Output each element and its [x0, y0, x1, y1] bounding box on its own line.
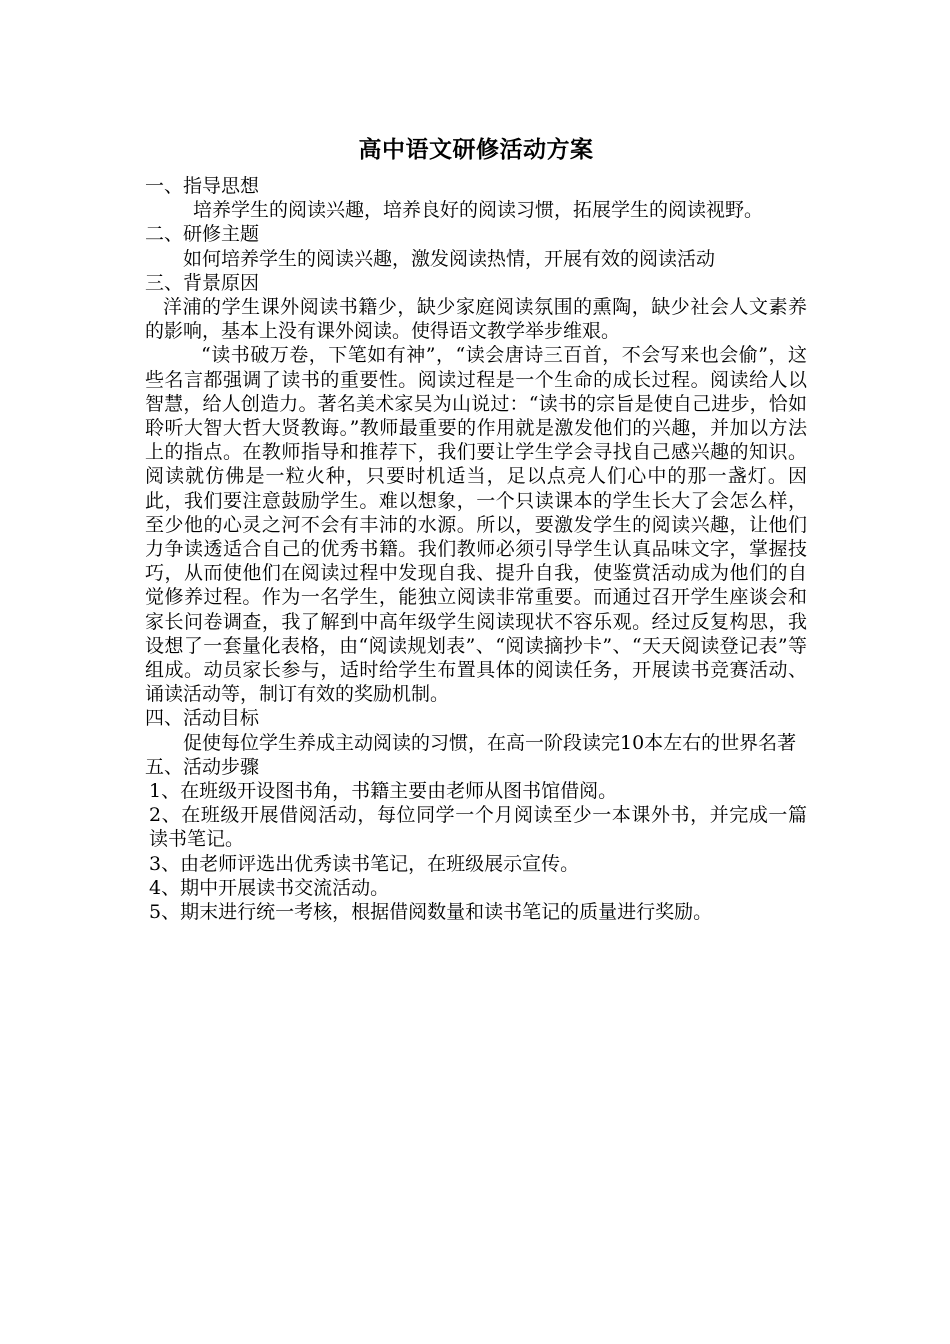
section-body-activity-goal: 促使每位学生养成主动阅读的习惯，在高一阶段读完10本左右的世界名著 — [183, 731, 797, 754]
section-heading-background: 三、背景原因 — [145, 271, 260, 294]
section-heading-guiding-idea: 一、指导思想 — [145, 175, 260, 197]
activity-step-1: 1、在班级开设图书角，书籍主要由老师从图书馆借阅。 — [149, 780, 618, 803]
document-title: 高中语文研修活动方案 — [358, 136, 594, 163]
document-page — [145, 132, 807, 924]
section-body-background-p1: 洋浦的学生课外阅读书籍少，缺少家庭阅读氛围的熏陶，缺少社会人文素养的影响，基本上没有课外阅读。使得语文教学举步维艰。 — [145, 296, 807, 343]
activity-step-5: 5、期末进行统一考核，根据借阅数量和读书笔记的质量进行奖励。 — [149, 901, 713, 924]
activity-step-3: 3、由老师评选出优秀读书笔记，在班级展示宣传。 — [149, 852, 580, 875]
activity-step-4: 4、期中开展读书交流活动。 — [149, 876, 390, 899]
section-heading-activity-goal: 四、活动目标 — [145, 707, 260, 730]
activity-step-2: 2、在班级开展借阅活动，每位同学一个月阅读至少一本课外书，并完成一篇读书笔记。 — [149, 804, 807, 851]
section-heading-activity-steps: 五、活动步骤 — [145, 755, 260, 778]
section-heading-research-theme: 二、研修主题 — [145, 223, 260, 246]
section-body-research-theme: 如何培养学生的阅读兴趣，激发阅读热情，开展有效的阅读活动 — [183, 247, 716, 270]
section-body-guiding-idea: 培养学生的阅读兴趣，培养良好的阅读习惯，拓展学生的阅读视野。 — [193, 199, 764, 222]
section-body-background-p2: “读书破万卷，下笔如有神”，“读会唐诗三百首，不会写来也会偷”，这些名言都强调了读书的重要性。阅读过程是一个生命的成长过程。阅读给人以智慧，给人创造力。著名美术家吴为山说过：“读书的宗旨是使自己进步，恰如聆听大智大哲大贤教诲。”教师最重要的作用就是激发他们的兴趣，并加以方法上的指点。在教师指导和推荐下，我们要让学生学会寻找自己感兴趣的知识。阅读就仿佛是一粒火种，只要时机适当，足以点亮人们心中的那一盏灯。因此，我们要注意鼓励学生。难以想象，一个只读课本的学生长大了会怎么样，至少他的心灵之河不会有丰沛的水源。所以，要激发学生的阅读兴趣，让他们力争读透适合自己的优秀书籍。我们教师必须引导学生认真品味文字，掌握技巧，从而使他们在阅读过程中发现自我、提升自我，使鉴赏活动成为他们的自觉修养过程。作为一名学生，能独立阅读非常重要。而通过召开学生座谈会和家长问卷调查，我了解到中高年级学生阅读现状不容乐观。经过反复构思，我设想了一套量化表格，由“阅读规划表”、“阅读摘抄卡”、“天天阅读登记表”等组成。动员家长参与，适时给学生布置具体的阅读任务，开展读书竞赛活动、诵读活动等，制订有效的奖励机制。 — [145, 344, 807, 706]
